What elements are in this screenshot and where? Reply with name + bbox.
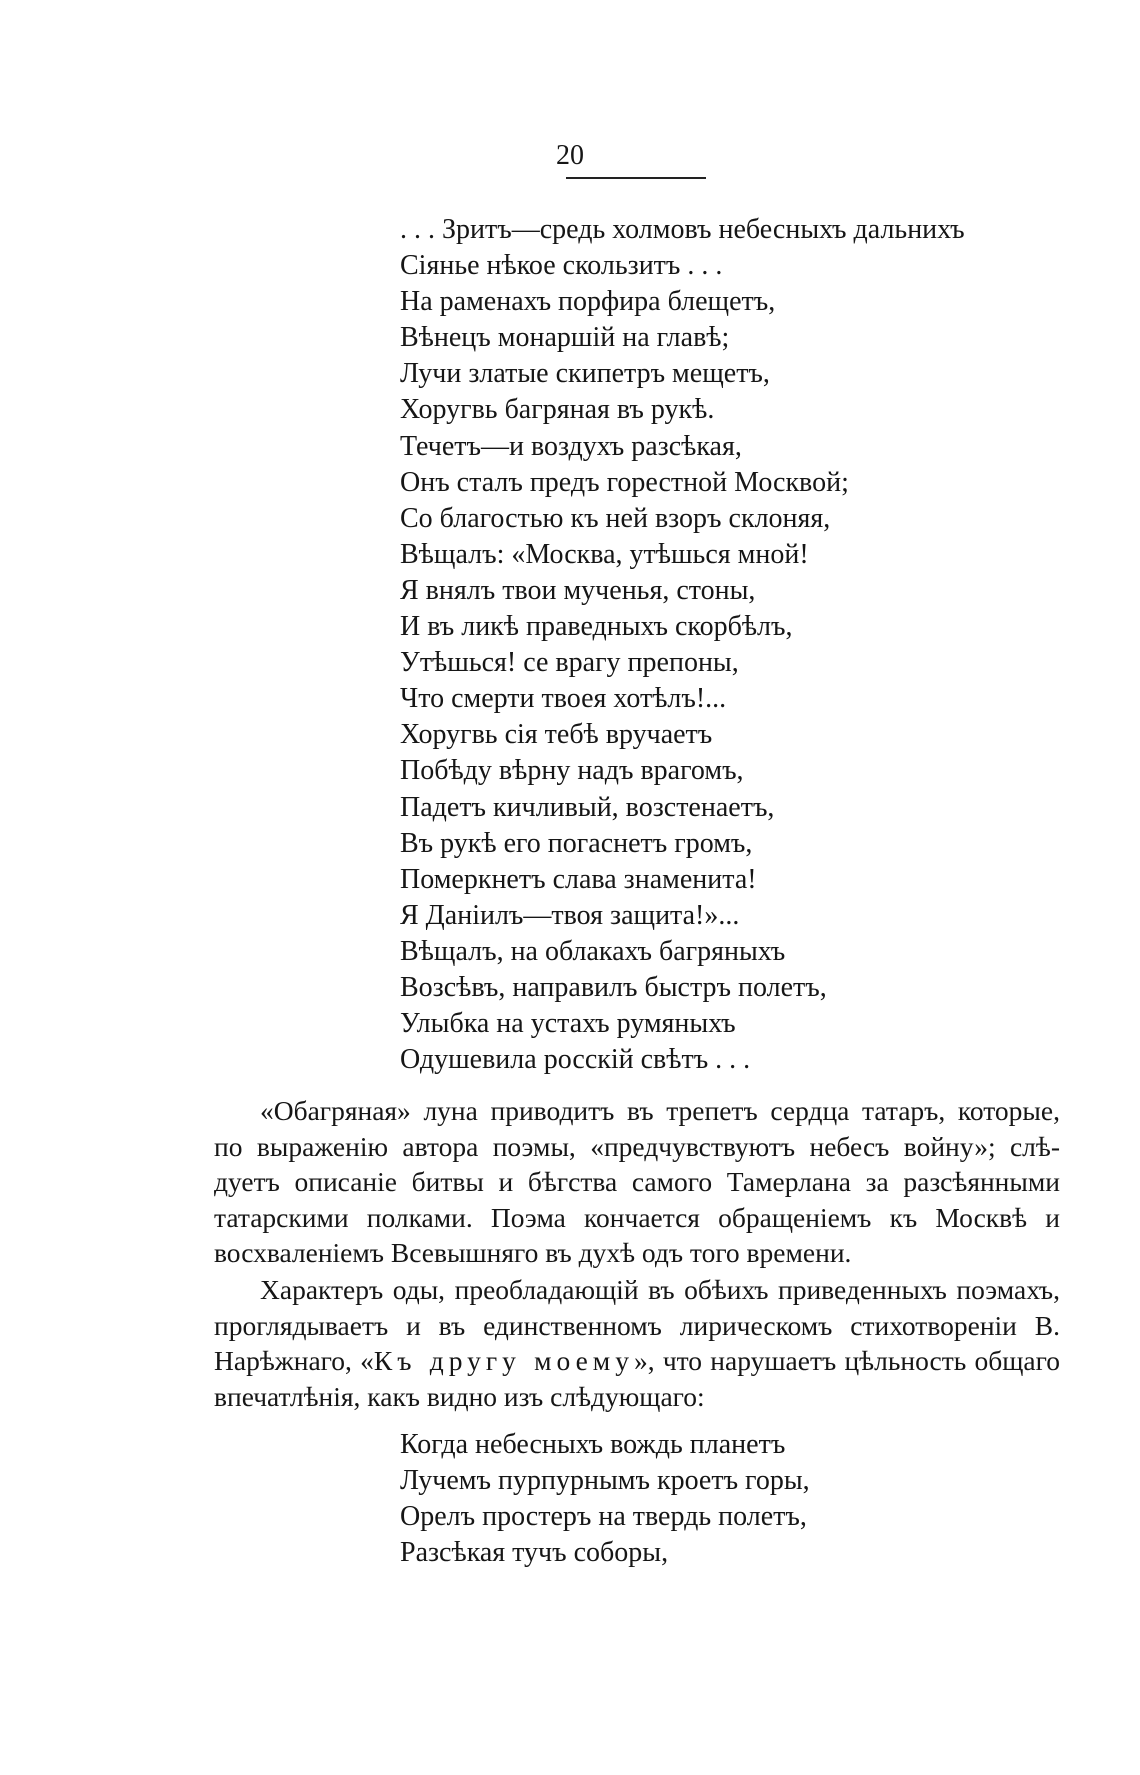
verse-line: Возсѣвъ, направилъ быстръ полетъ,: [400, 971, 827, 1003]
paragraph-line: Характеръ оды, преобладающій въ обѣихъ приведенныхъ поэмахъ,: [260, 1274, 1060, 1305]
paragraph-line: по выраженію автора поэмы, «предчувствуютъ небесъ войну»; слѣ-: [214, 1130, 1060, 1162]
paragraph-line: проглядываетъ и въ единственномъ лирическомъ стихотвореніи В.: [214, 1309, 1060, 1341]
verse-line: Улыбка на устахъ румяныхъ: [400, 1008, 736, 1040]
verse-line: Когда небесныхъ вождь планетъ: [400, 1429, 786, 1460]
verse-line: Течетъ—и воздухъ разсѣкая,: [400, 430, 742, 462]
prose-paragraph-1: [214, 1093, 1060, 1271]
prose-paragraph-2: [214, 1272, 1060, 1414]
quote-close-text: », что нарушаетъ цѣльность общаго: [633, 1345, 1060, 1377]
verse-line: Вѣщалъ, на облакахъ багряныхъ: [400, 935, 786, 967]
verse-line: Вѣнецъ монаршій на главѣ;: [400, 322, 730, 354]
quote-open-text: Нарѣжнаго, «: [214, 1345, 374, 1377]
verse-line: На раменахъ порфира блещетъ,: [400, 286, 776, 318]
verse-line: Что смерти твоея хотѣлъ!...: [400, 683, 727, 715]
verse-line: Разсѣкая тучъ соборы,: [400, 1537, 669, 1569]
verse-line: Одушевила росскій свѣтъ . . .: [400, 1044, 751, 1076]
verse-line: Побѣду вѣрну надъ врагомъ,: [400, 755, 744, 787]
poem-excerpt-2: [400, 1427, 1100, 1571]
verse-line: Онъ сталъ предъ горестной Москвой;: [400, 466, 849, 498]
verse-line: . . . Зритъ—средь холмовъ небесныхъ дальнихъ: [400, 214, 965, 245]
verse-line: Хоругвь багряная въ рукѣ.: [400, 394, 715, 426]
verse-line: Я Даніилъ—твоя защита!»...: [400, 899, 740, 931]
paragraph-line: восхваленіемъ Всевышняго въ духѣ одъ того времени.: [214, 1237, 852, 1269]
verse-line: И въ ликѣ праведныхъ скорбѣлъ,: [400, 611, 793, 643]
verse-line: Падетъ кичливый, возстенаетъ,: [400, 791, 775, 823]
page-number: 20: [556, 140, 584, 171]
page-number-rule: [566, 177, 706, 179]
verse-line: Лучемъ пурпурнымъ кроетъ горы,: [400, 1465, 810, 1497]
paragraph-line: впечатлѣнія, какъ видно изъ слѣдующаго:: [214, 1380, 705, 1412]
poem-excerpt-1: [400, 212, 1100, 1078]
verse-line: Я внялъ твои мученья, стоны,: [400, 574, 756, 606]
paragraph-line: дуетъ описаніе битвы и бѣгства самого Тамерлана за разсѣянными: [214, 1166, 1060, 1198]
verse-line: Лучи златые скипетръ мещетъ,: [400, 358, 770, 390]
paragraph-line: «Обагряная» луна приводитъ въ трепетъ сердца татаръ, которые,: [260, 1095, 1060, 1126]
poem-title: Къ другу моему: [373, 1345, 634, 1377]
verse-line: Со благостью къ ней взоръ склоняя,: [400, 502, 831, 534]
verse-line: Сіянье нѣкое скользитъ . . .: [400, 250, 723, 282]
verse-line: Въ рукѣ его погаснетъ громъ,: [400, 827, 753, 859]
paragraph-line-with-title: [214, 1343, 1060, 1379]
paragraph-line: татарскими полками. Поэма кончается обращеніемъ къ Москвѣ и: [214, 1201, 1060, 1233]
verse-line: Померкнетъ слава знаменита!: [400, 863, 757, 895]
verse-line: Хоругвь сія тебѣ вручаетъ: [400, 719, 713, 751]
verse-line: Утѣшься! се врагу препоны,: [400, 647, 739, 679]
verse-line: Орелъ простеръ на твердь полетъ,: [400, 1501, 807, 1533]
verse-line: Вѣщалъ: «Москва, утѣшься мной!: [400, 538, 809, 570]
